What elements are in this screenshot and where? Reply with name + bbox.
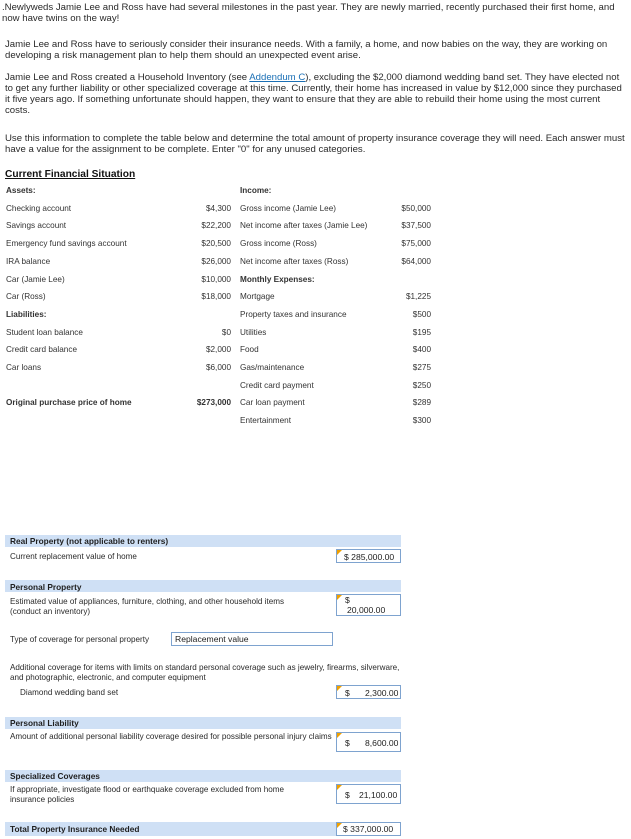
income-value: $50,000 [401, 203, 431, 213]
asset-value: $4,300 [205, 203, 231, 213]
personal-property-value: 20,000.00 [347, 605, 386, 615]
expense-value: $250 [412, 380, 431, 390]
liabilities-header: Liabilities: [6, 309, 47, 319]
expense-label: Property taxes and insurance [240, 309, 347, 319]
bullet-dot: . [2, 2, 5, 13]
real-property-value: $ 285,000.00 [344, 552, 395, 562]
asset-label: Savings account [6, 221, 67, 231]
asset-label: Car (Ross) [6, 292, 46, 302]
expense-value: $500 [412, 309, 431, 319]
income-label: Gross income (Jamie Lee) [240, 203, 337, 213]
asset-label: Car (Jamie Lee) [6, 274, 65, 284]
home-price-label: Original purchase price of home [6, 398, 132, 408]
income-value: $37,500 [401, 221, 431, 231]
liability-value: $6,000 [205, 363, 231, 372]
additional-coverage-label: Additional coverage for items with limits on standard personal coverage such as jewelry, firearms, silverware, and photographic, electronic, and computer equipment [10, 663, 400, 682]
asset-value: $18,000 [201, 292, 231, 302]
specialized-coverages-label: If appropriate, investigate flood or earthquake coverage excluded from home insurance policies [10, 785, 285, 804]
intro-text-1: Newlyweds Jamie Lee and Ross have had several milestones in the past year. They are newly married, recently purchased their first home, and now have twins on the way! [2, 2, 615, 24]
expense-label: Credit card payment [240, 380, 314, 390]
expense-value: $289 [412, 398, 431, 408]
asset-value: $22,200 [201, 221, 231, 231]
home-price-value: $273,000 [196, 398, 231, 408]
specialized-coverages-title: Specialized Coverages [10, 771, 100, 781]
liability-label: Credit card balance [6, 345, 77, 355]
asset-label: IRA balance [6, 256, 51, 266]
intro-text-3a: Jamie Lee and Ross created a Household Inventory (see [5, 72, 250, 83]
liability-value: $2,000 [205, 345, 231, 355]
personal-property-title: Personal Property [10, 582, 82, 592]
expense-label: Car loan payment [240, 398, 305, 408]
income-label: Net income after taxes (Jamie Lee) [240, 221, 368, 231]
diamond-band-label: Diamond wedding band set [20, 688, 119, 697]
intro-text-3b: ), excluding the $2,000 diamond wedding band set. They have elected not to get any further liability or other specialized coverage at this time. Currently, their home has increased in value by $12,000 since they purchased it five years ago. If something unfortunate should happen, they want to ensure that they are able to rebuild their home using the most current costs. [5, 72, 622, 116]
expense-value: $1,225 [405, 292, 431, 302]
expense-label: Gas/maintenance [240, 363, 305, 372]
expense-label: Food [240, 345, 259, 355]
input-marker-icon [337, 823, 342, 828]
coverage-type-value: Replacement value [175, 634, 249, 644]
financial-title: Current Financial Situation [5, 169, 136, 180]
income-value: $75,000 [401, 239, 431, 249]
total-value: $ 337,000.00 [343, 824, 394, 834]
asset-label: Emergency fund savings account [6, 239, 127, 249]
addendum-c-link[interactable]: Addendum C [249, 72, 306, 83]
expense-label: Entertainment [240, 416, 291, 426]
personal-property-input[interactable] [336, 594, 401, 616]
asset-value: $10,000 [201, 274, 231, 284]
real-property-label: Current replacement value of home [10, 552, 137, 561]
personal-property-currency: $ [345, 595, 350, 605]
diamond-band-currency: $ [345, 688, 350, 698]
assets-header: Assets: [6, 186, 36, 195]
income-value: $64,000 [401, 256, 431, 266]
expenses-header: Monthly Expenses: [240, 274, 315, 284]
expense-label: Mortgage [240, 292, 275, 302]
liability-value: $0 [221, 327, 231, 337]
total-label: Total Property Insurance Needed [10, 824, 140, 834]
liability-label: Student loan balance [6, 327, 83, 337]
intro-paragraph-1 [2, 2, 627, 24]
real-property-input[interactable] [336, 549, 401, 563]
personal-liability-value: 8,600.00 [365, 738, 399, 748]
input-marker-icon [337, 733, 342, 738]
coverage-type-label: Type of coverage for personal property [10, 635, 150, 644]
expense-value: $195 [412, 327, 431, 337]
personal-liability-input[interactable] [336, 732, 401, 752]
input-marker-icon [337, 595, 342, 600]
input-marker-icon [337, 686, 342, 691]
personal-liability-label: Amount of additional personal liability coverage desired for possible personal injury claims [10, 732, 332, 741]
asset-label: Checking account [6, 203, 72, 213]
asset-value: $20,500 [201, 239, 231, 249]
specialized-coverages-currency: $ [345, 790, 350, 800]
liability-label: Car loans [6, 363, 42, 372]
expense-label: Utilities [240, 327, 267, 337]
income-label: Gross income (Ross) [240, 239, 317, 249]
income-header: Income: [240, 186, 272, 195]
personal-property-label: Estimated value of appliances, furniture, clothing, and other household items (conduct an inventory) [10, 597, 285, 616]
diamond-band-value: 2,300.00 [365, 688, 399, 698]
specialized-coverages-value: 21,100.00 [359, 790, 398, 800]
diamond-band-input[interactable] [336, 685, 401, 699]
expense-value: $275 [412, 363, 431, 372]
input-marker-icon [337, 785, 342, 790]
input-marker-icon [337, 550, 342, 555]
total-output [336, 822, 401, 836]
expense-value: $300 [412, 416, 431, 426]
expense-value: $400 [412, 345, 431, 355]
intro-paragraph-2: Jamie Lee and Ross have to seriously consider their insurance needs. With a family, a home, and now babies on the way, they are working on developing a risk management plan to help them should an unexpected event arise. [5, 39, 608, 61]
intro-paragraph-3 [5, 72, 627, 116]
personal-liability-title: Personal Liability [10, 718, 79, 728]
income-label: Net income after taxes (Ross) [240, 256, 349, 266]
intro-paragraph-4: Use this information to complete the table below and determine the total amount of property insurance coverage they will need. Each answer must have a value for the assignment to be complete. Enter "0" for any unused categories. [5, 133, 625, 155]
specialized-coverages-input[interactable] [336, 784, 401, 804]
real-property-title: Real Property (not applicable to renters) [10, 536, 169, 546]
coverage-type-input[interactable] [171, 632, 333, 646]
personal-liability-currency: $ [345, 738, 350, 748]
asset-value: $26,000 [201, 256, 231, 266]
